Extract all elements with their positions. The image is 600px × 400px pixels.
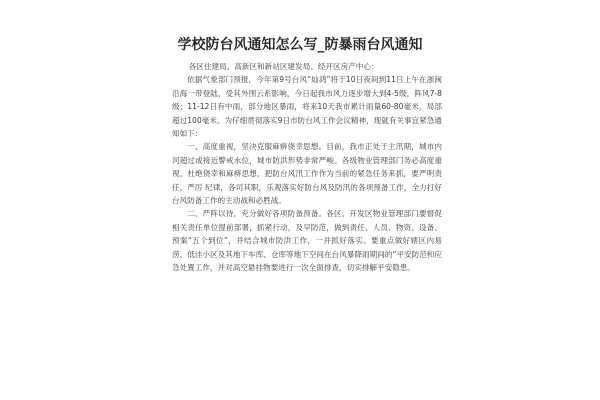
document-title: 学校防台风通知怎么写_防暴雨台风通知: [177, 37, 423, 53]
document-body: [172, 60, 442, 275]
paragraph-section-one: 一、高度重视，坚决克服麻痹侥幸思想。目前，我市正处于主汛期，城市内河超过或接近警戒水位，城市防洪形势非常严峻。各级物业管理部门务必高度重视，杜绝侥幸和麻痹思想，把防台风汛工作作为当前的紧急任务来抓，要严明责任，严厉 纪律，各司其职，乐观落实好防台风及防汛的各项预备工作，全力打好台风防备工作的主动战和必胜战。: [172, 142, 442, 206]
addressee-line: 各区住建局、高新区和新站区建发局、经开区房产中心：: [188, 62, 379, 71]
paragraph-intro: 依据气象部门预报，今年第9号台风“灿鸿”将于10日夜间到11日上午在浙闽沿海一带登陆，受其外围云系影响，今日起我市风力逐步增大到4-5级，阵风7-8级；11-12日有中雨，部分地区暴雨，将来10天我市累计雨量60-80毫米，局部超过100毫米。为仔细贯彻落实9日市防台风工作会议精神，现就有关事宜紧急通知如下：: [172, 75, 442, 139]
paragraph-section-two: 二、严阵以待，充分做好各项防备预备。各区、开发区物业管理部门要督促相关责任单位提前部署，抓紧行动，及早防范，做到责任、人员、物资、设备、预案“五个到位”，并结合城市防洪工作，一并抓好落实。要重点做好辖区内易涝、低洼小区及其地下车库、仓库等地下空间在台风暴降雨期间的“平安防范和应急处置工作，并对高空悬挂物要进行一次全面排查，切实排解平安隐患。: [172, 209, 442, 273]
